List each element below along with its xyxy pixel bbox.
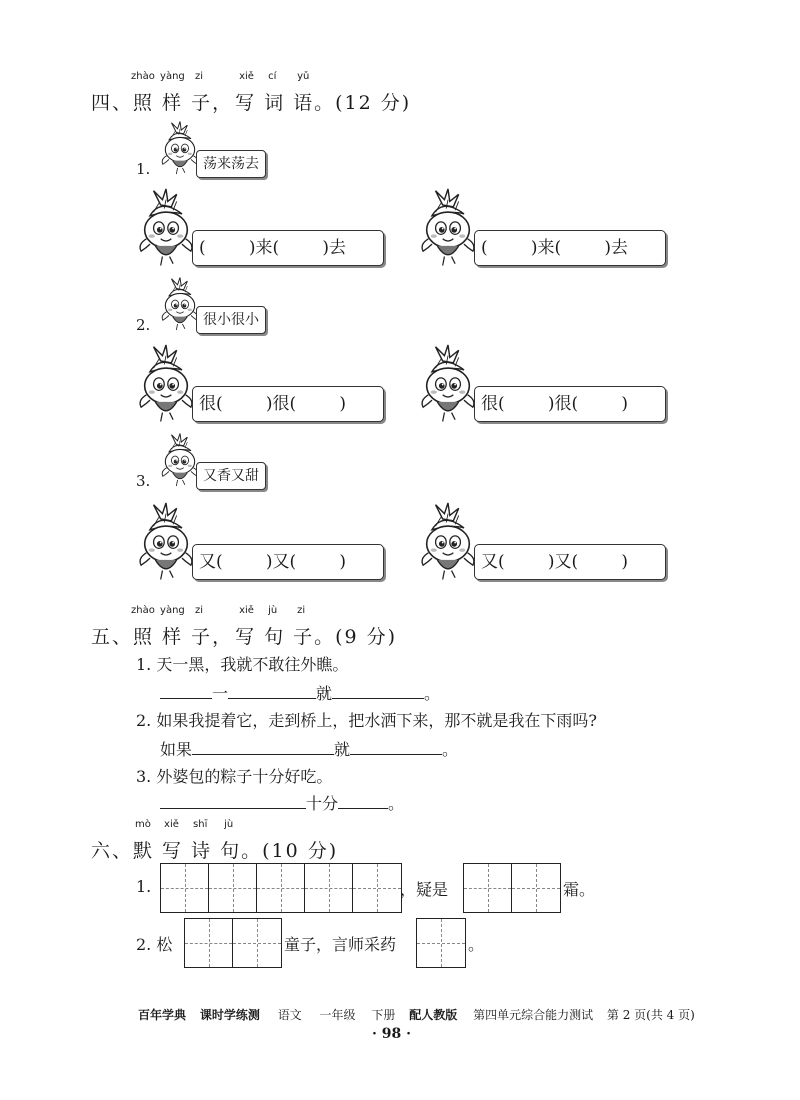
section4-char-text-1: 样 xyxy=(162,92,184,114)
footer-series: 课时学练测 xyxy=(199,1008,260,1022)
answer-blank[interactable] xyxy=(332,680,424,699)
writing-cell[interactable] xyxy=(257,864,305,912)
section5-pinyin-4: jù xyxy=(268,605,278,616)
section5-pinyin-0: zhào xyxy=(131,605,155,616)
item1-number: 1. xyxy=(136,160,151,178)
writing-cell[interactable] xyxy=(353,864,401,912)
section4-char-text-6: 语 xyxy=(293,92,315,114)
section4-prefix: 四、 xyxy=(91,92,134,114)
section4-char-text-5: 词 xyxy=(264,92,286,114)
item2-right-answer-box[interactable]: 很( )很( ) xyxy=(474,386,666,422)
section4-heading xyxy=(91,71,412,115)
item2-left-answer-box[interactable]: 很( )很( ) xyxy=(192,386,384,422)
section4-char-6 xyxy=(293,71,315,115)
section5-char-text-0: 照 xyxy=(133,626,155,648)
answer-blank[interactable] xyxy=(338,790,388,809)
section4-char-text-0: 照 xyxy=(133,92,155,114)
item3-left-answer-box[interactable]: 又( )又( ) xyxy=(192,544,384,580)
footer-grade: 一年级 xyxy=(319,1008,356,1022)
answer-blank[interactable] xyxy=(228,680,316,699)
sentence-q1: 1. 天一黑，我就不敢往外瞧。 xyxy=(136,655,349,674)
footer-test: 第四单元综合能力测试 xyxy=(473,1008,594,1022)
section5-comma: ， xyxy=(212,626,234,648)
item2-example-box: 很小很小 xyxy=(196,306,266,334)
section5-pinyin-2: zi xyxy=(195,605,204,616)
section6-heading xyxy=(91,819,339,863)
writing-cell[interactable] xyxy=(209,864,257,912)
section4-pinyin-5: yǔ xyxy=(297,71,310,82)
mascot-icon xyxy=(134,500,198,586)
section4-char-text-2: 子 xyxy=(191,92,213,114)
mascot-icon xyxy=(416,500,480,586)
section5-pinyin-3: xiě xyxy=(239,605,254,616)
footer-line xyxy=(138,1006,695,1023)
poem-line2-end: 。 xyxy=(468,935,485,954)
section4-char-4 xyxy=(235,71,257,115)
section5-char-text-2: 子 xyxy=(191,626,213,648)
a3-word1: 十分 xyxy=(306,794,339,813)
poem-line1-number: 1. xyxy=(136,877,152,896)
section6-pinyin-0: mò xyxy=(135,819,151,830)
section6-char-3 xyxy=(220,819,242,863)
writing-cell[interactable] xyxy=(417,919,465,967)
sentence-a3 xyxy=(160,790,404,814)
poem-line1-end: 霜。 xyxy=(563,880,596,899)
mascot-icon xyxy=(134,342,198,428)
footer-book: 百年学典 xyxy=(138,1008,187,1022)
section4-pinyin-1: yàng xyxy=(160,71,185,82)
answer-blank[interactable] xyxy=(160,680,212,699)
section6-pinyin-3: jù xyxy=(224,819,234,830)
a1-end: 。 xyxy=(424,684,441,703)
item1-example-box: 荡来荡去 xyxy=(196,150,266,178)
footer-subject: 语文 xyxy=(277,1008,302,1022)
section5-char-5 xyxy=(264,605,286,649)
section5-char-text-6: 子 xyxy=(293,626,315,648)
a1-word2: 就 xyxy=(316,684,333,703)
answer-blank[interactable] xyxy=(350,736,442,755)
section6-char-text-1: 写 xyxy=(162,840,184,862)
section6-char-1 xyxy=(162,819,184,863)
section6-pinyin-2: shī xyxy=(193,819,208,830)
footer-page-of: 第 2 页(共 4 页) xyxy=(606,1008,695,1022)
writing-cell[interactable] xyxy=(305,864,353,912)
mascot-icon xyxy=(416,342,480,428)
item1-right-answer-box[interactable]: ( )来( )去 xyxy=(474,230,666,266)
poem-grid-1 xyxy=(160,863,402,913)
mascot-icon xyxy=(416,186,480,272)
section4-char-2 xyxy=(191,71,213,115)
section6-char-2 xyxy=(191,819,213,863)
a1-word1: 一 xyxy=(212,684,229,703)
item2-number: 2. xyxy=(136,316,151,334)
section5-char-2 xyxy=(191,605,213,649)
section6-char-0 xyxy=(133,819,155,863)
poem-line2-middle: 童子，言师采药 xyxy=(284,935,397,954)
section5-score: 。(9 分) xyxy=(314,626,398,648)
section5-char-text-4: 写 xyxy=(235,626,257,648)
item3-number: 3. xyxy=(136,472,151,490)
answer-blank[interactable] xyxy=(192,736,334,755)
section5-char-1 xyxy=(160,605,185,649)
section6-char-text-2: 诗 xyxy=(191,840,213,862)
page-number: · 98 · xyxy=(372,1026,411,1042)
section4-char-1 xyxy=(160,71,185,115)
item3-right-answer-box[interactable]: 又( )又( ) xyxy=(474,544,666,580)
sentence-a1 xyxy=(160,680,440,704)
a3-end: 。 xyxy=(388,794,405,813)
footer-edition: 配人教版 xyxy=(409,1008,458,1022)
section5-char-4 xyxy=(235,605,257,649)
section5-char-6 xyxy=(293,605,315,649)
sentence-a2 xyxy=(160,736,458,760)
section4-comma: ， xyxy=(212,92,234,114)
item1-left-answer-box[interactable]: ( )来( )去 xyxy=(192,230,384,266)
a2-end: 。 xyxy=(442,740,459,759)
writing-cell[interactable] xyxy=(233,919,281,967)
poem-grid-2 xyxy=(463,863,561,913)
footer-volume: 下册 xyxy=(371,1008,396,1022)
poem-grid-4 xyxy=(416,918,466,968)
mascot-icon xyxy=(134,186,198,272)
poem-line1-middle: ，疑是 xyxy=(400,880,449,899)
section5-pinyin-5: zi xyxy=(297,605,306,616)
section6-prefix: 六、 xyxy=(91,840,134,862)
section6-score: 。(10 分) xyxy=(241,840,339,862)
section5-char-0 xyxy=(131,605,155,649)
section5-char-text-5: 句 xyxy=(264,626,286,648)
writing-cell[interactable] xyxy=(512,864,560,912)
sentence-q2: 2. 如果我提着它，走到桥上，把水洒下来，那不就是我在下雨吗? xyxy=(136,711,597,730)
poem-line2-start: 2. 松 xyxy=(136,935,173,954)
section5-char-text-1: 样 xyxy=(162,626,184,648)
section4-score: 。(12 分) xyxy=(314,92,412,114)
section4-pinyin-0: zhào xyxy=(131,71,155,82)
section5-pinyin-1: yàng xyxy=(160,605,185,616)
writing-cell[interactable] xyxy=(161,864,209,912)
section5-heading xyxy=(91,605,398,649)
sentence-q3: 3. 外婆包的粽子十分好吃。 xyxy=(136,767,333,786)
a2-word1: 就 xyxy=(334,740,351,759)
item3-example-box: 又香又甜 xyxy=(196,462,266,490)
writing-cell[interactable] xyxy=(185,919,233,967)
poem-grid-3 xyxy=(184,918,282,968)
section6-pinyin-1: xiě xyxy=(164,819,179,830)
section4-pinyin-2: zi xyxy=(195,71,204,82)
section6-char-text-0: 默 xyxy=(133,840,155,862)
a2-word0: 如果 xyxy=(160,740,193,759)
section4-char-0 xyxy=(131,71,155,115)
section6-char-text-3: 句 xyxy=(220,840,242,862)
section4-pinyin-4: cí xyxy=(268,71,277,82)
writing-cell[interactable] xyxy=(464,864,512,912)
answer-blank[interactable] xyxy=(160,790,306,809)
section4-pinyin-3: xiě xyxy=(239,71,254,82)
section5-prefix: 五、 xyxy=(91,626,134,648)
section4-char-5 xyxy=(264,71,286,115)
section4-char-text-4: 写 xyxy=(235,92,257,114)
